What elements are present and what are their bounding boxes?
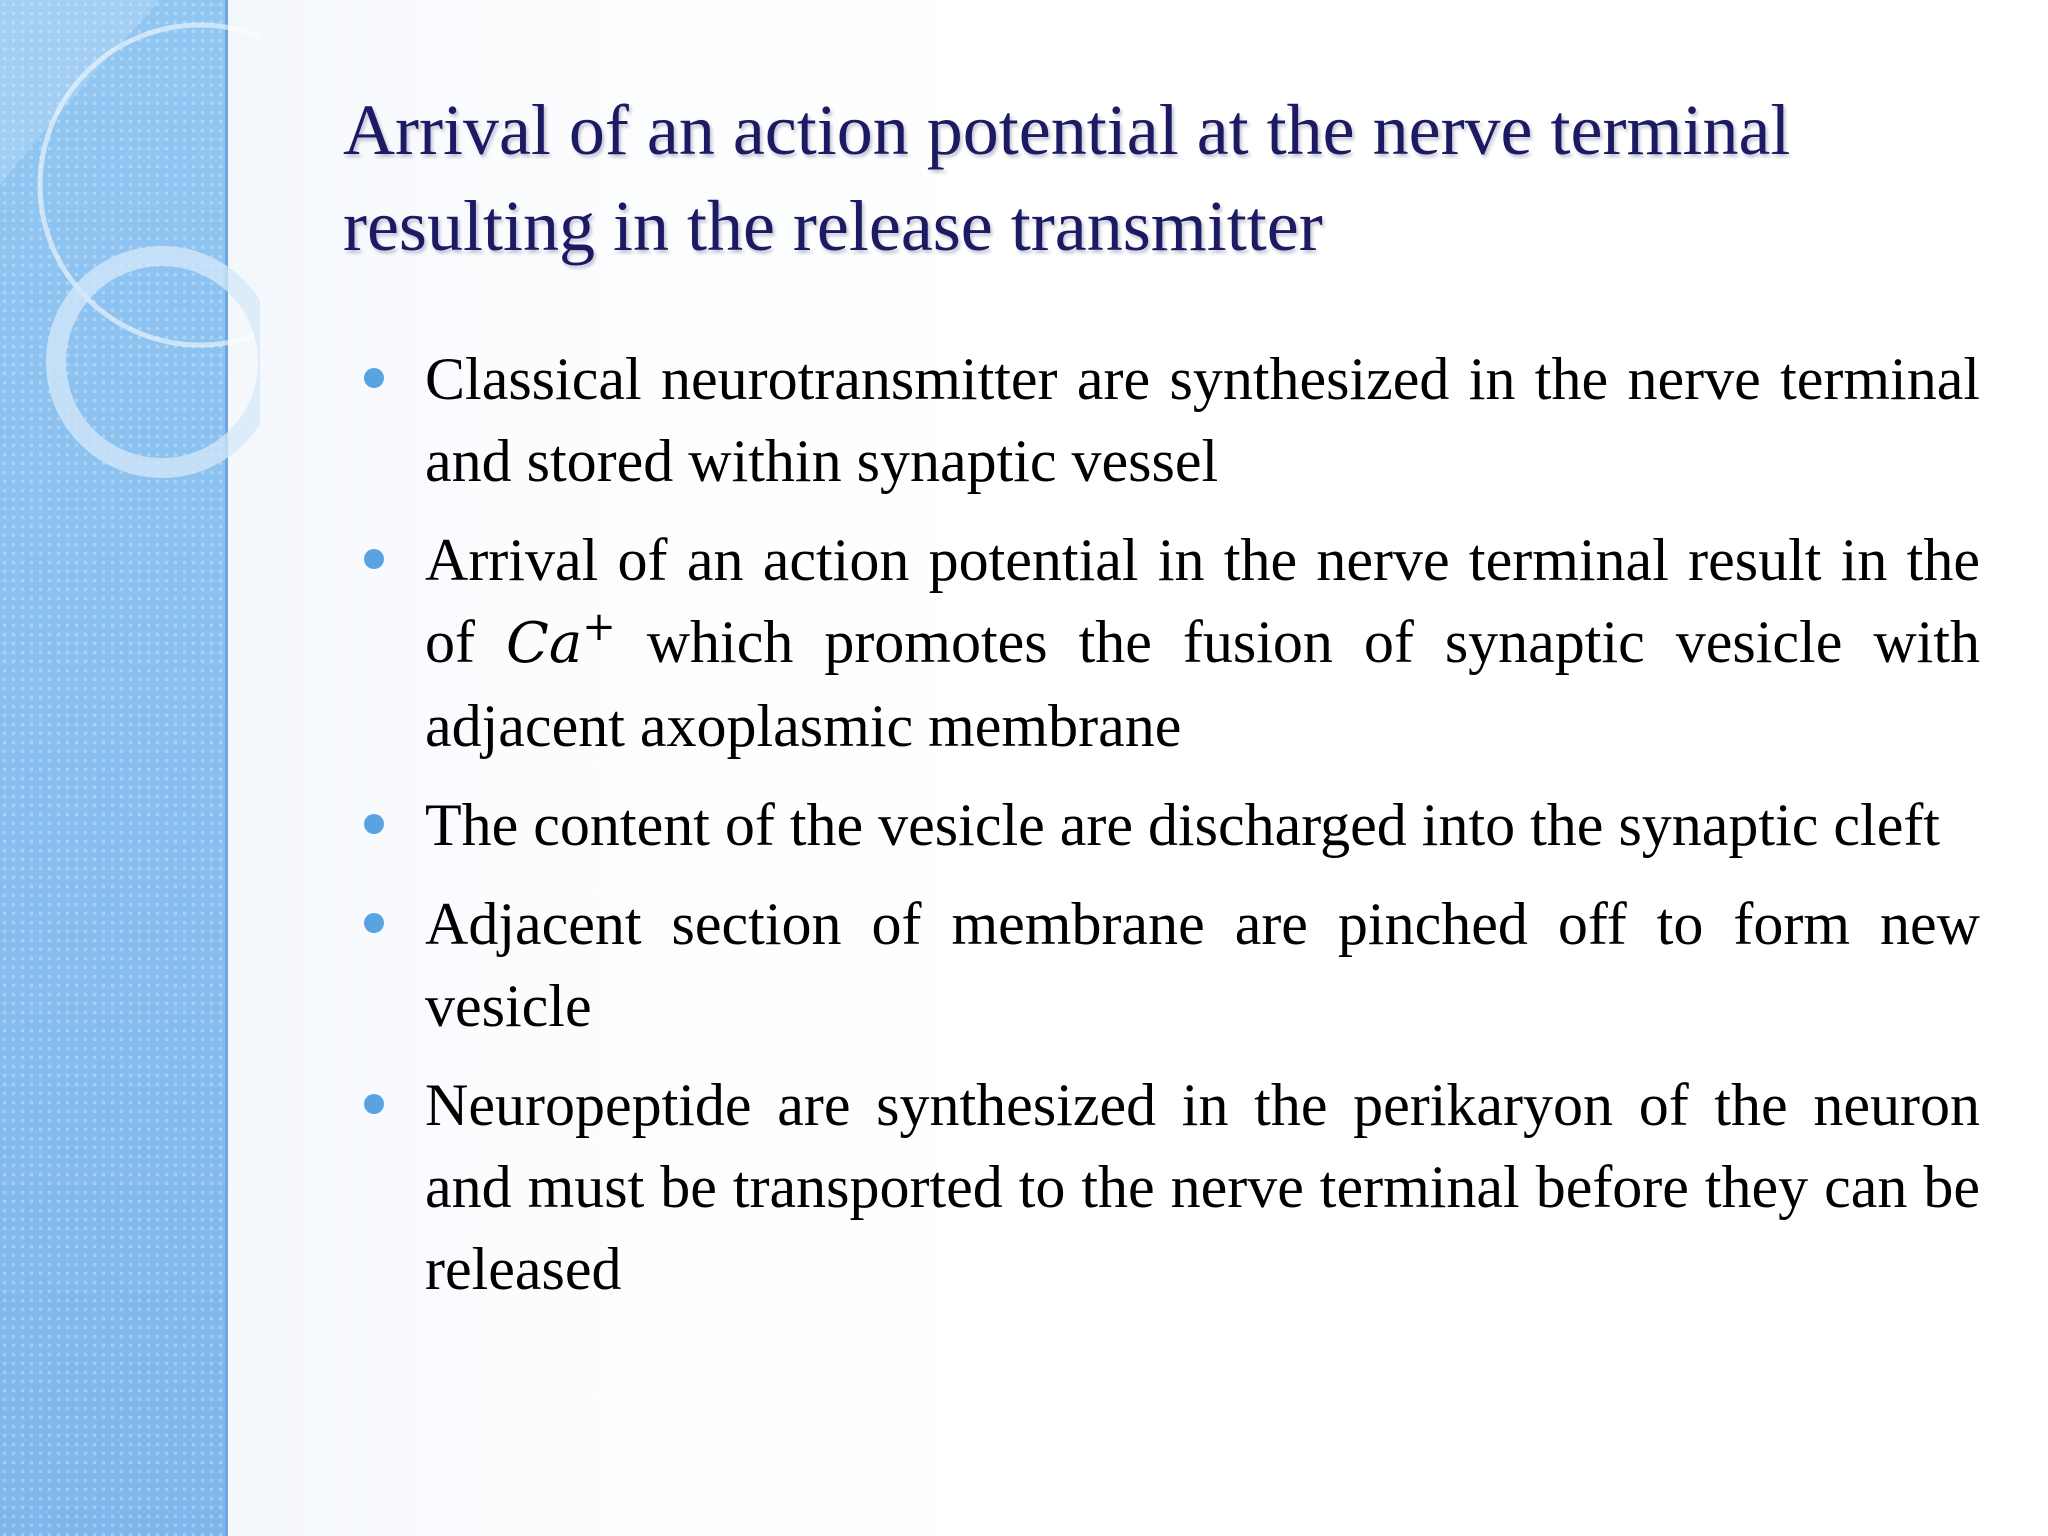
bullet-dot-icon — [364, 1094, 384, 1114]
bullet-item — [425, 883, 1980, 1047]
bullet-text: Classical neurotransmitter are synthesized in the nerve terminal and stored within synaptic vessel — [425, 346, 1980, 494]
bullet-text: Neuropeptide are synthesized in the perikaryon of the neuron and must be transported to the nerve terminal before they can be released — [425, 1072, 1980, 1302]
bullet-dot-icon — [364, 549, 384, 569]
small-ring-shape — [56, 256, 260, 468]
bullet-item — [425, 1064, 1980, 1310]
bullet-item — [425, 338, 1980, 502]
bullet-text: The content of the vesicle are discharged into the synaptic cleft — [425, 792, 1940, 858]
formula-base: Ca — [505, 611, 583, 676]
bullet-item — [425, 519, 1980, 767]
bullet-dot-icon — [364, 913, 384, 933]
bullet-text-after-formula: which promotes the fusion of synaptic vesicle with adjacent axoplasmic membrane — [425, 609, 1980, 759]
bullet-text: Adjacent section of membrane are pinched off to form new vesicle — [425, 891, 1980, 1039]
bullet-list — [425, 338, 1980, 1327]
bullet-text-before-formula: Arrival of an action potential in the nerve terminal result in the of — [425, 527, 1980, 675]
bullet-item — [425, 784, 1980, 866]
bullet-dot-icon — [364, 368, 384, 388]
formula-superscript: + — [582, 604, 616, 650]
decorative-rings-graphic — [0, 0, 260, 520]
calcium-ion-formula — [505, 604, 616, 676]
slide-title: Arrival of an action potential at the nerve terminal resulting in the release transmitter — [343, 90, 1791, 266]
bullet-dot-icon — [364, 814, 384, 834]
